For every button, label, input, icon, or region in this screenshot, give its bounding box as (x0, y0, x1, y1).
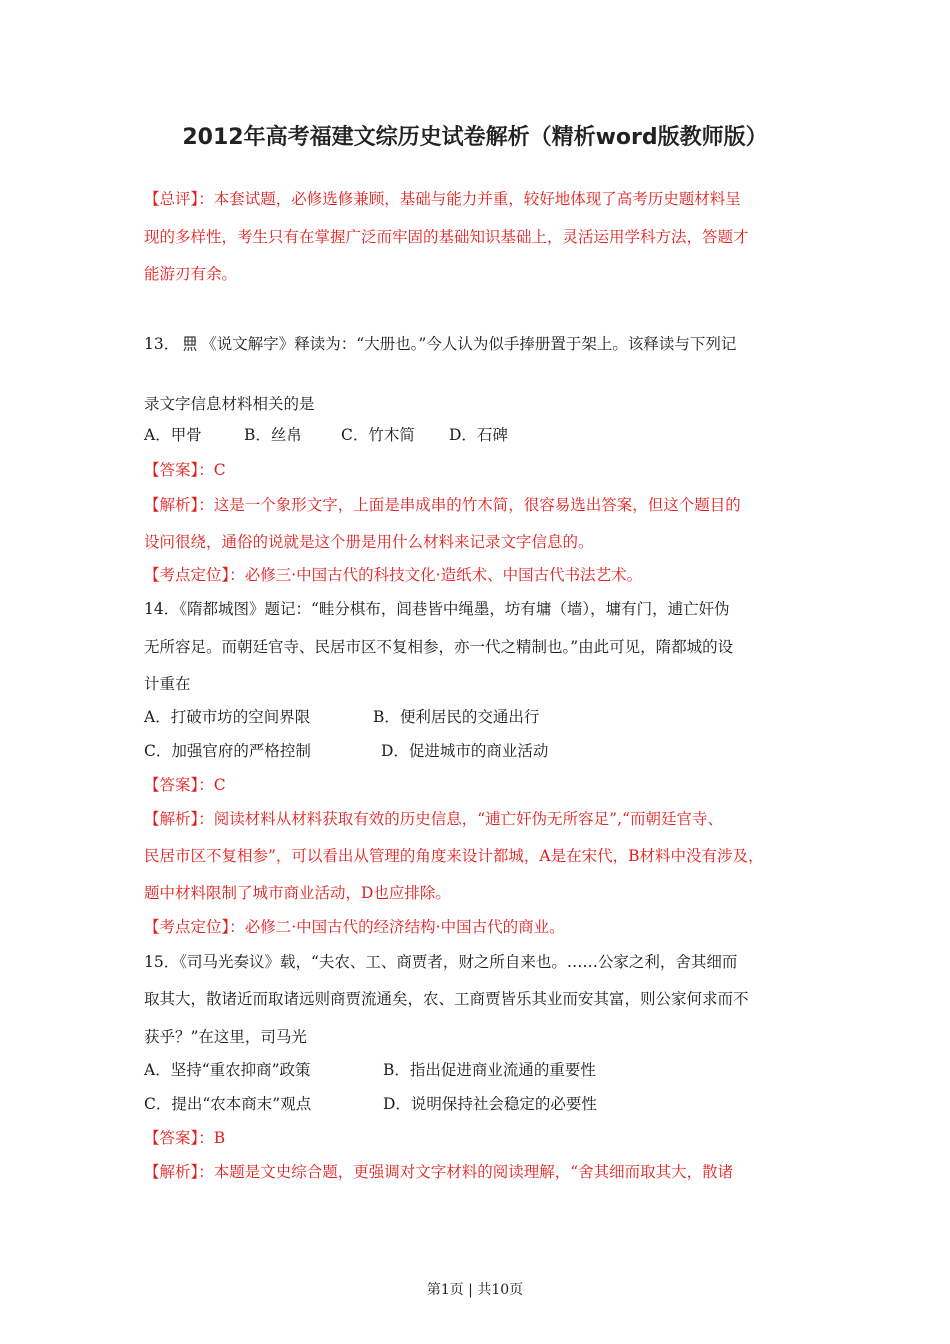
q14-answer: 【答案】：C (144, 776, 226, 794)
q13-options (144, 425, 814, 445)
q13-point: 【考点定位】：必修三·中国古代的科技文化·造纸术、中国古代书法艺术。 (144, 566, 643, 584)
page-footer: 第1页 | 共10页 (426, 1282, 524, 1298)
q14-analysis-line-1: 【解析】：阅读材料从材料获取有效的历史信息，“逋亡奸伪无所容足”,“而朝廷官寺、 (144, 810, 723, 828)
q13-option-d: D．石碑 (449, 426, 508, 444)
q14-analysis-line-2: 民居市区不复相参”，可以看出从管理的角度来设计都城，A是在宋代，B材料中没有涉及， (144, 847, 764, 865)
q14-option-a: A．打破市坊的空间界限 (144, 708, 311, 726)
summary-line-3: 能游刃有余。 (144, 265, 238, 283)
q15-answer: 【答案】：B (144, 1129, 226, 1147)
q15-options-row-1 (144, 1060, 814, 1080)
q15-stem-line-2: 取其大，散诸近而取诸远则商贾流通矣，农、工商贾皆乐其业而安其富，则公家何求而不 (144, 990, 749, 1008)
q15-analysis-line-1: 【解析】：本题是文史综合题，更强调对文字材料的阅读理解，“舍其细而取其大，散诸 (144, 1163, 734, 1181)
q14-options-row-2 (144, 741, 814, 761)
q13-option-b: B．丝帛 (244, 426, 302, 444)
q13-stem-line-2: 录文字信息材料相关的是 (144, 395, 315, 413)
q13-analysis-line-1: 【解析】：这是一个象形文字，上面是串成串的竹木简，很容易选出答案，但这个题目的 (144, 496, 741, 514)
q15-options-row-2 (144, 1094, 814, 1114)
q14-stem-line-3: 计重在 (144, 675, 191, 693)
q14-stem-line-1: 14．《隋都城图》题记：“畦分棋布，闾巷皆中绳墨，坊有墉（墙），墉有门，逋亡奸伪 (144, 600, 730, 618)
q14-analysis-line-3: 题中材料限制了城市商业活动，D也应排除。 (144, 884, 451, 902)
q15-option-d: D．说明保持社会稳定的必要性 (383, 1095, 597, 1113)
q14-option-b: B．便利居民的交通出行 (373, 708, 540, 726)
q13-option-c: C．竹木简 (341, 426, 415, 444)
q14-options-row-1 (144, 707, 814, 727)
q14-option-c: C．加强官府的严格控制 (144, 742, 311, 760)
q13-stem-text: 《说文解字》释读为：“大册也。”今人认为似手捧册置于架上。该释读与下列记 (201, 335, 737, 353)
q13-stem-line-1 (144, 334, 814, 354)
q13-analysis-line-2: 设问很绕，通俗的说就是这个册是用什么材料来记录文字信息的。 (144, 533, 594, 551)
document-title: 2012年高考福建文综历史试卷解析（精析word版教师版） (182, 125, 768, 150)
summary-line-2: 现的多样性，考生只有在掌握广泛而牢固的基础知识基础上，灵活运用学科方法，答题才 (144, 228, 749, 246)
q15-option-c: C．提出“农本商末”观点 (144, 1095, 312, 1113)
q13-answer: 【答案】：C (144, 461, 226, 479)
summary-line-1: 【总评】：本套试题，必修选修兼顾，基础与能力并重，较好地体现了高考历史题材料呈 (144, 190, 741, 208)
q13-option-a: A．甲骨 (144, 426, 202, 444)
q15-stem-line-1: 15．《司马光奏议》载，“夫农、工、商贾者，财之所自来也。……公家之利，舍其细而 (144, 953, 738, 971)
ancient-character-ce-icon (183, 336, 197, 352)
q13-number: 13． (144, 335, 180, 353)
q15-stem-line-3: 获乎？”在这里，司马光 (144, 1028, 307, 1046)
q14-point: 【考点定位】：必修二·中国古代的经济结构·中国古代的商业。 (144, 918, 565, 936)
q15-option-b: B．指出促进商业流通的重要性 (383, 1061, 596, 1079)
q14-stem-line-2: 无所容足。而朝廷官寺、民居市区不复相参，亦一代之精制也。”由此可见，隋都城的设 (144, 638, 734, 656)
q14-option-d: D．促进城市的商业活动 (381, 742, 549, 760)
q15-option-a: A．坚持“重农抑商”政策 (144, 1061, 311, 1079)
